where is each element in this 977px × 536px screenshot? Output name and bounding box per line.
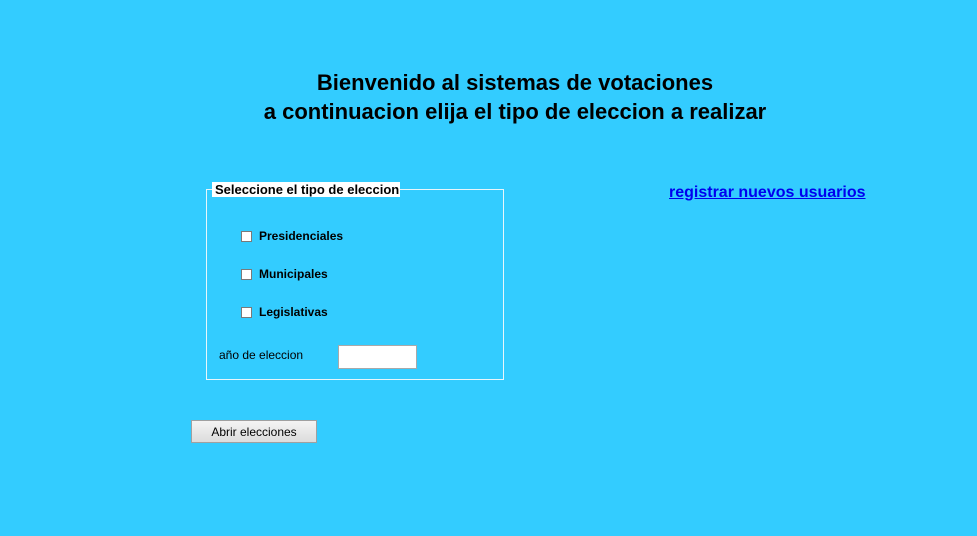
heading-line-2: a continuacion elija el tipo de eleccion a realizar bbox=[263, 99, 767, 124]
checkbox-legislativas[interactable] bbox=[241, 307, 252, 318]
option-label-municipales: Municipales bbox=[259, 267, 328, 281]
page-heading bbox=[0, 68, 977, 126]
year-label: año de eleccion bbox=[219, 348, 304, 362]
register-users-link[interactable]: registrar nuevos usuarios bbox=[669, 184, 866, 201]
option-presidenciales[interactable] bbox=[241, 229, 343, 243]
year-input[interactable] bbox=[338, 345, 417, 369]
fieldset-legend: Seleccione el tipo de eleccion bbox=[212, 182, 400, 197]
checkbox-municipales[interactable] bbox=[241, 269, 252, 280]
option-municipales[interactable] bbox=[241, 267, 328, 281]
heading-line-1: Bienvenido al sistemas de votaciones bbox=[316, 70, 714, 95]
option-legislativas[interactable] bbox=[241, 305, 328, 319]
checkbox-presidenciales[interactable] bbox=[241, 231, 252, 242]
option-label-legislativas: Legislativas bbox=[259, 305, 328, 319]
option-label-presidenciales: Presidenciales bbox=[259, 229, 344, 243]
open-elections-button[interactable]: Abrir elecciones bbox=[191, 420, 317, 443]
